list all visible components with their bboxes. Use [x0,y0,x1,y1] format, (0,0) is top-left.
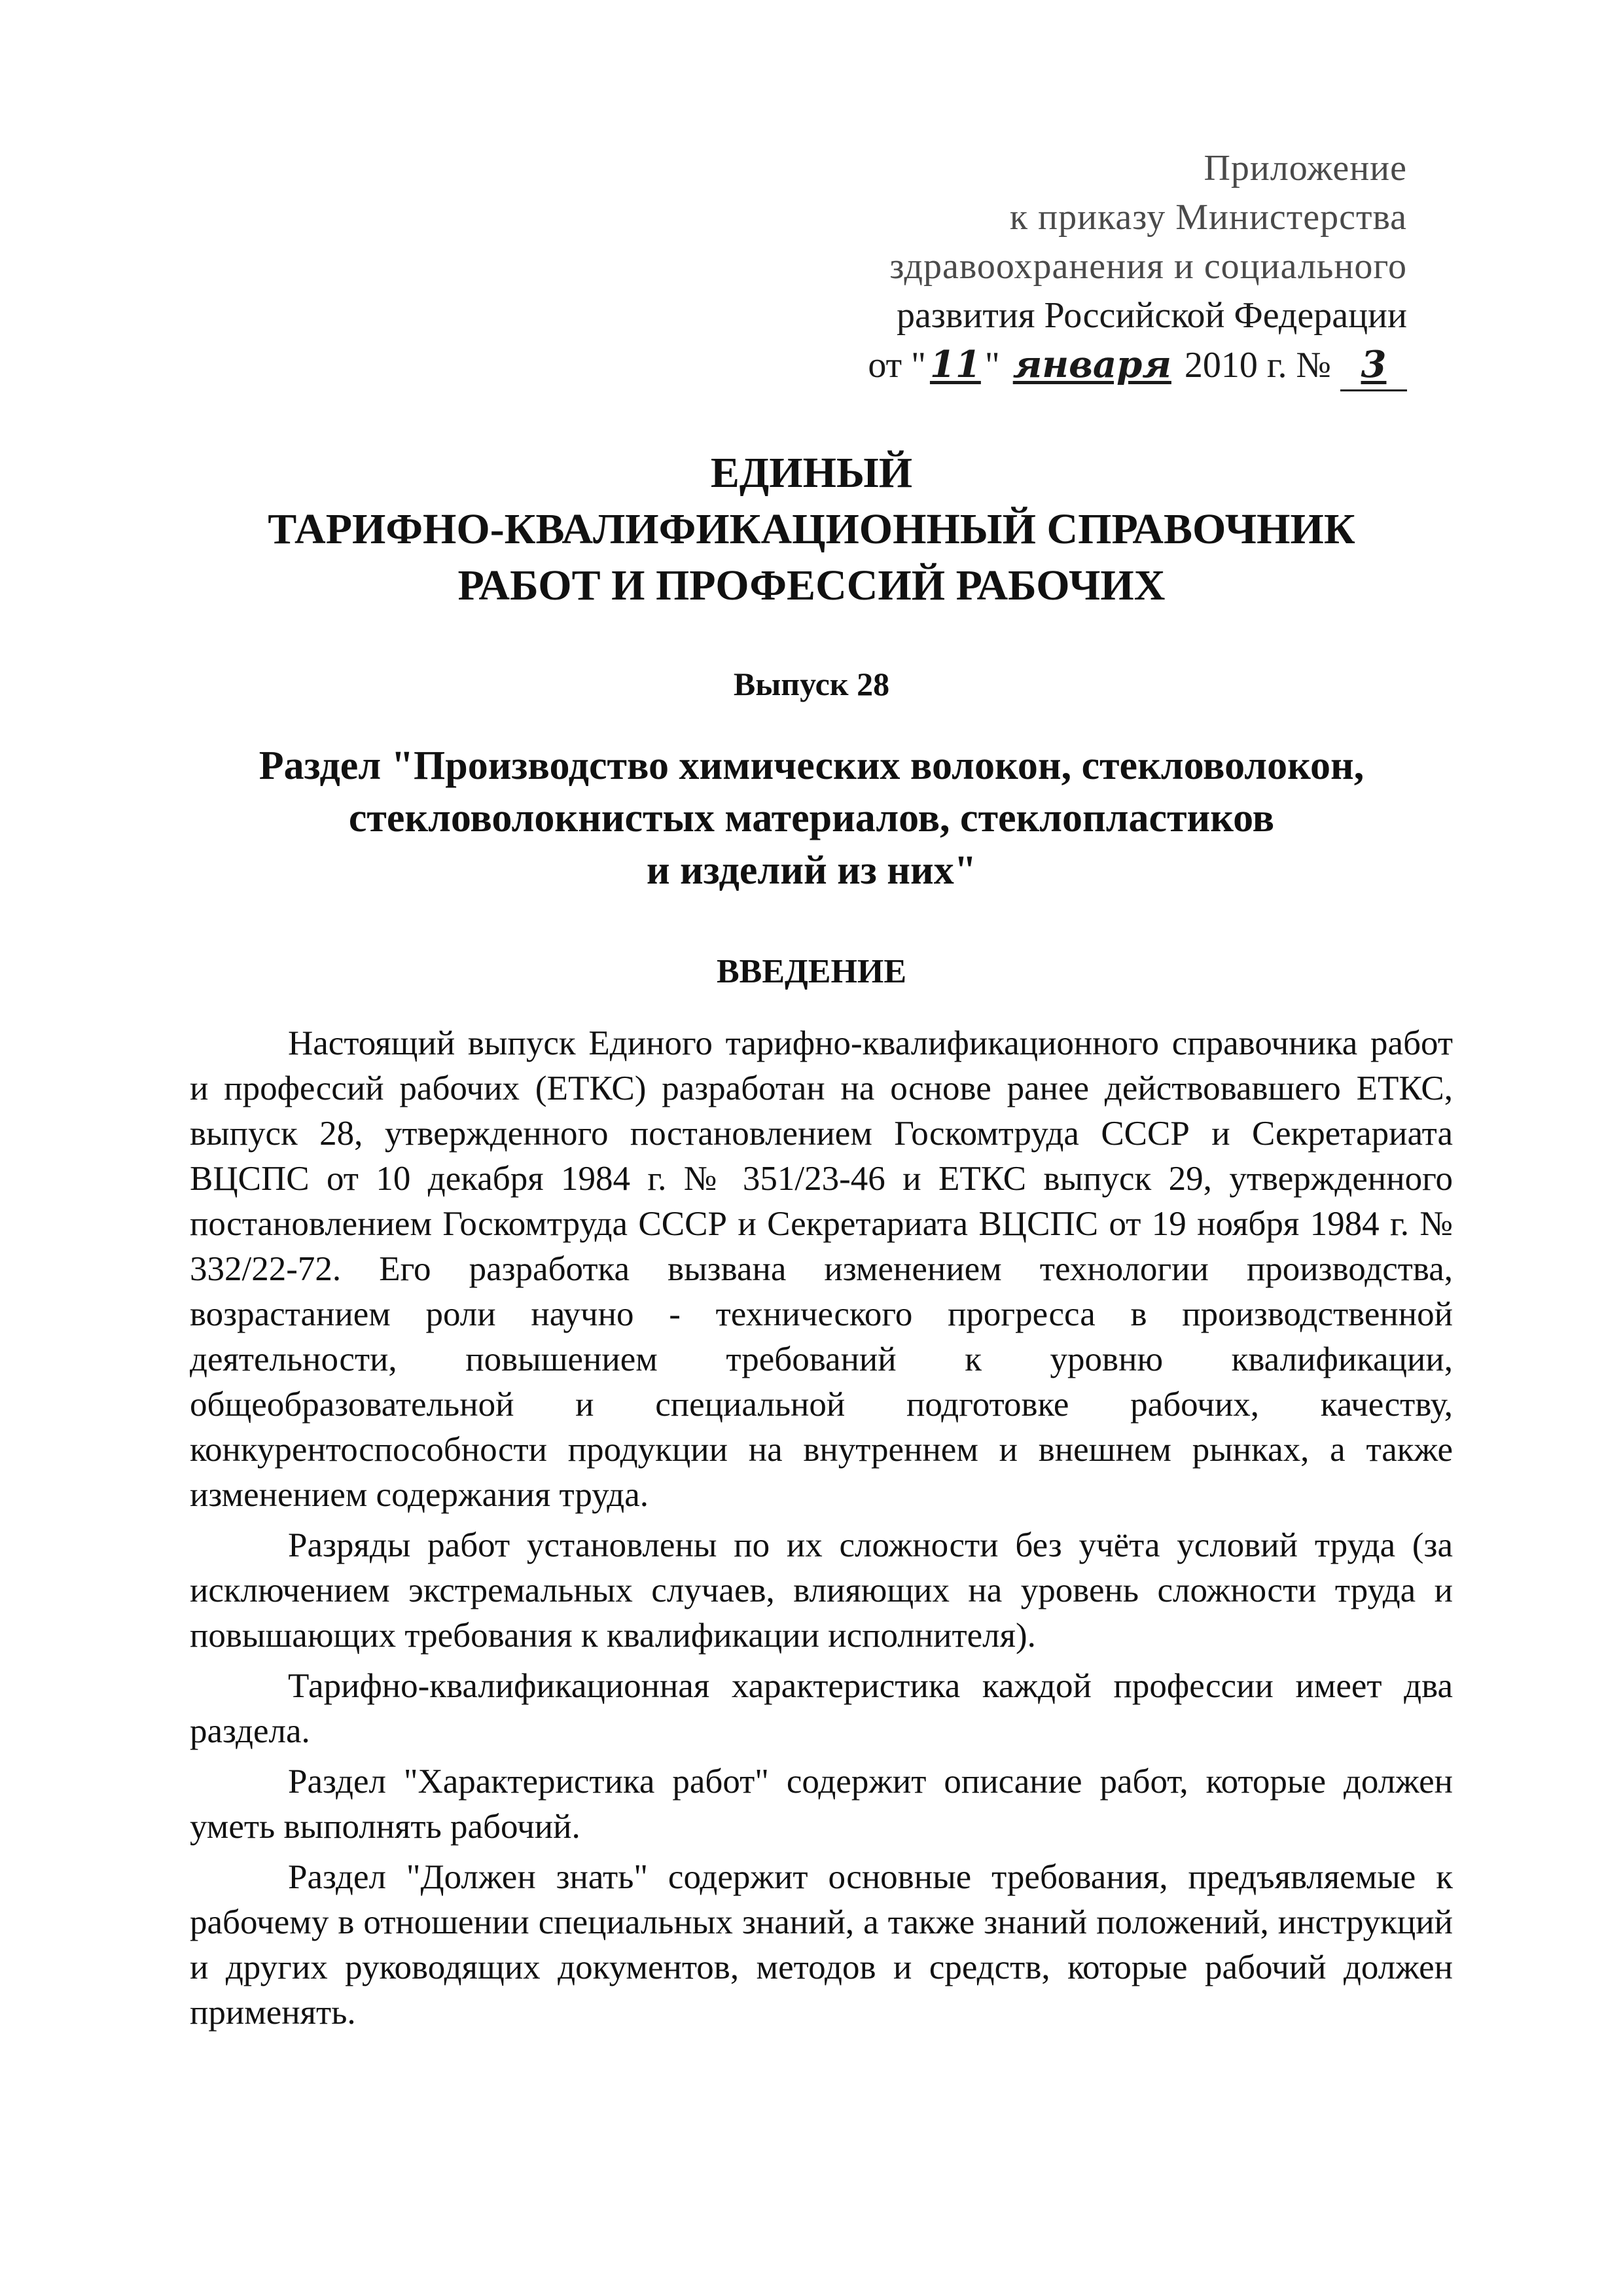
paragraph-3: Тарифно-квалификационная характеристика каждой профессии имеет два раздела. [190,1667,1453,1750]
date-year: 2010 г. № [1184,345,1331,386]
date-day: 11 [929,343,981,386]
approval-line-2: к приказу Министерства [1009,197,1407,238]
section-line-3: и изделий из них" [646,848,977,893]
paragraph-2: Разряды работ установлены по их сложности без учёта условий труда (за исключением экстремальных случаев, влияющих на уровень сложности труда и повышающих требования к квалификации исполнителя). [190,1526,1453,1655]
section-line-2: стекловолокнистых материалов, стеклопластиков [348,796,1275,840]
issue-number: Выпуск 28 [733,666,890,702]
date-separator: " [984,345,1000,386]
body-text [190,1021,1453,2041]
approval-date-line [851,340,1407,391]
title-line-2: ТАРИФНО-КВАЛИФИКАЦИОННЫЙ СПРАВОЧНИК [268,505,1355,553]
paragraph-5: Раздел "Должен знать" содержит основные требования, предъявляемые к рабочему в отношении специальных знаний, а также знаний положений, инструкций и других руководящих документов, методов и средств, которые рабочий должен применять. [190,1858,1453,2032]
date-month: января [1012,343,1171,386]
approval-line-4: развития Российской Федерации [896,295,1407,336]
order-number: 3 [1340,340,1407,391]
document-title [183,445,1440,614]
paragraph-4: Раздел "Характеристика работ" содержит описание работ, которые должен уметь выполнять рабочий. [190,1763,1453,1846]
intro-heading: ВВЕДЕНИЕ [716,953,907,990]
paragraph-1: Настоящий выпуск Единого тарифно-квалификационного справочника работ и профессий рабочих (ЕТКС) разработан на основе ранее действовавшего ЕТКС, выпуск 28, утвержденного постановлением Госкомтруда СССР и Секретариата ВЦСПС от 10 декабря 1984 г. № 351/23-46 и ЕТКС выпуск 29, утвержденного постановлением Госкомтруда СССР и Секретариата ВЦСПС от 19 ноября 1984 г. № 332/22-72. Его разработка вызвана изменением технологии производства, возрастанием роли научно - технического прогресса в производственной деятельности, повышением требований к уровню квалификации, общеобразовательной и специальной подготовке рабочих, качеству, конкурентоспособности продукции на внутреннем и внешнем рынках, а также изменением содержания труда. [190,1024,1453,1514]
approval-stamp [851,144,1407,391]
date-prefix: от " [868,345,926,386]
title-line-3: РАБОТ И ПРОФЕССИЙ РАБОЧИХ [457,562,1166,609]
section-title [183,740,1440,897]
approval-line-3: здравоохранения и социального [889,246,1407,287]
approval-line-1: Приложение [1204,148,1407,188]
section-line-1: Раздел "Производство химических волокон, стекловолокон, [259,744,1364,788]
title-line-1: ЕДИНЫЙ [710,449,913,497]
